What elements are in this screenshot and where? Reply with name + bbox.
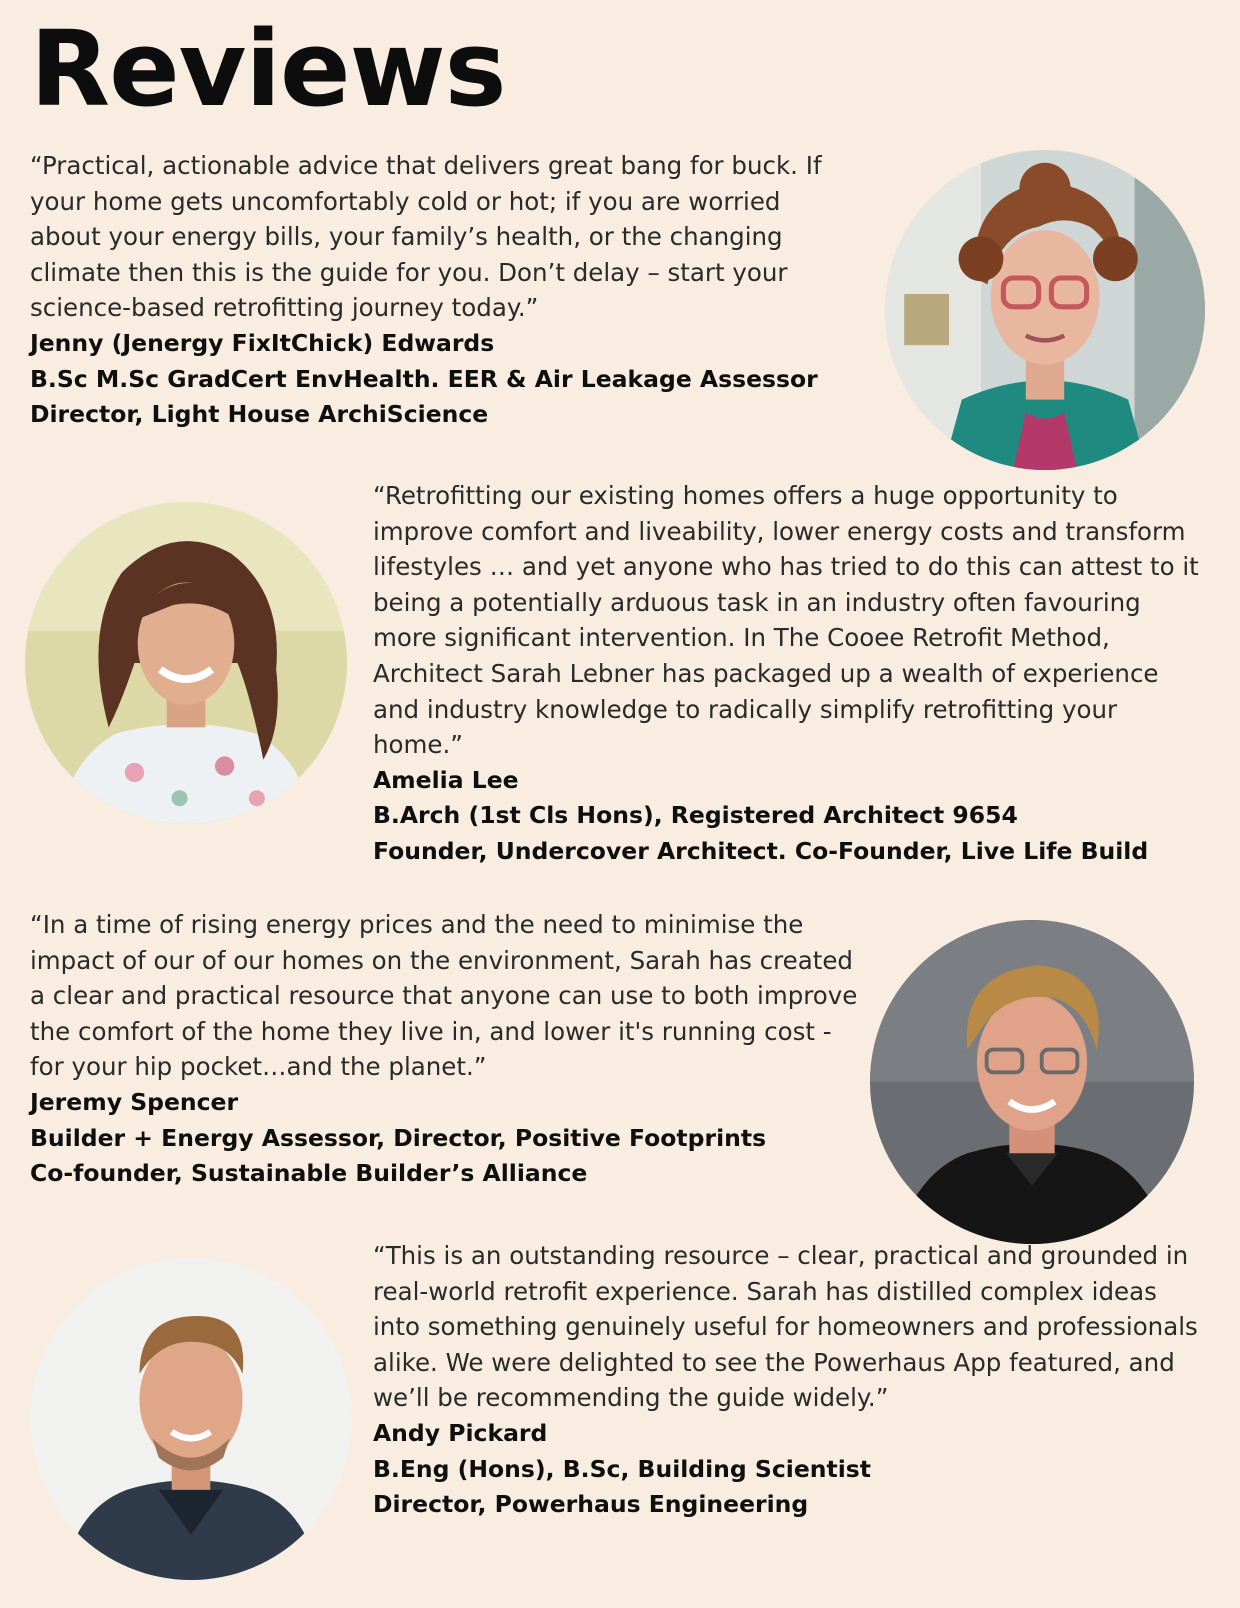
reviewer-credentials: B.Sc M.Sc GradCert EnvHealth. EER & Air Leakage Assessor bbox=[30, 364, 818, 393]
review-card bbox=[373, 1238, 1203, 1523]
reviewer-photo-avatar bbox=[30, 1258, 352, 1580]
reviewer-photo-avatar bbox=[870, 920, 1194, 1244]
page-title: Reviews bbox=[30, 8, 506, 130]
reviewer-credentials: B.Eng (Hons), B.Sc, Building Scientist bbox=[373, 1454, 871, 1483]
review-card bbox=[30, 148, 845, 433]
reviewer-role: Director, Powerhaus Engineering bbox=[373, 1490, 809, 1519]
reviewer-name: Jenny (Jenergy FixItChick) Edwards bbox=[30, 328, 495, 357]
reviewer-photo-avatar bbox=[885, 150, 1205, 470]
reviewer-name: Andy Pickard bbox=[373, 1418, 548, 1447]
review-card bbox=[373, 478, 1203, 870]
reviewer-credentials: Builder + Energy Assessor, Director, Positive Footprints bbox=[30, 1123, 767, 1152]
reviewer-name: Jeremy Spencer bbox=[30, 1087, 239, 1116]
reviewer-name: Amelia Lee bbox=[373, 765, 519, 794]
review-quote: “Retrofitting our existing homes offers a huge opportunity to improve comfort and liveability, lower energy costs and transform lifestyles … and yet anyone who has tried to do this can attest to it being a potentially arduous task in an industry often favouring more significant intervention. In The Cooee Retrofit Method, Architect Sarah Lebner has packaged up a wealth of experience and industry knowledge to radically simplify retrofitting your home.” bbox=[373, 481, 1199, 760]
review-quote: “This is an outstanding resource – clear, practical and grounded in real-world retrofit experience. Sarah has distilled complex ideas into something genuinely useful for homeowners and professionals alike. We were delighted to see the Powerhaus App featured, and we’ll be recommending the guide widely.” bbox=[373, 1241, 1198, 1413]
review-quote: “In a time of rising energy prices and the need to minimise the impact of our of our homes on the environment, Sarah has created a clear and practical resource that anyone can use to both improve the comfort of the home they live in, and lower it's running cost - for your hip pocket…and the planet.” bbox=[30, 910, 858, 1082]
reviewer-photo-avatar bbox=[25, 502, 347, 824]
reviewer-role: Co-founder, Sustainable Builder’s Alliance bbox=[30, 1159, 588, 1188]
reviewer-credentials: B.Arch (1st Cls Hons), Registered Architect 9654 bbox=[373, 801, 1018, 830]
reviewer-role: Director, Light House ArchiScience bbox=[30, 400, 489, 429]
review-card bbox=[30, 907, 860, 1192]
review-quote: “Practical, actionable advice that delivers great bang for buck. If your home gets uncomfortably cold or hot; if you are worried about your energy bills, your family’s health, or the changing climate then this is the guide for you. Don’t delay – start your science-based retrofitting journey today.” bbox=[30, 151, 822, 323]
reviewer-role: Founder, Undercover Architect. Co-Founder, Live Life Build bbox=[373, 836, 1149, 865]
